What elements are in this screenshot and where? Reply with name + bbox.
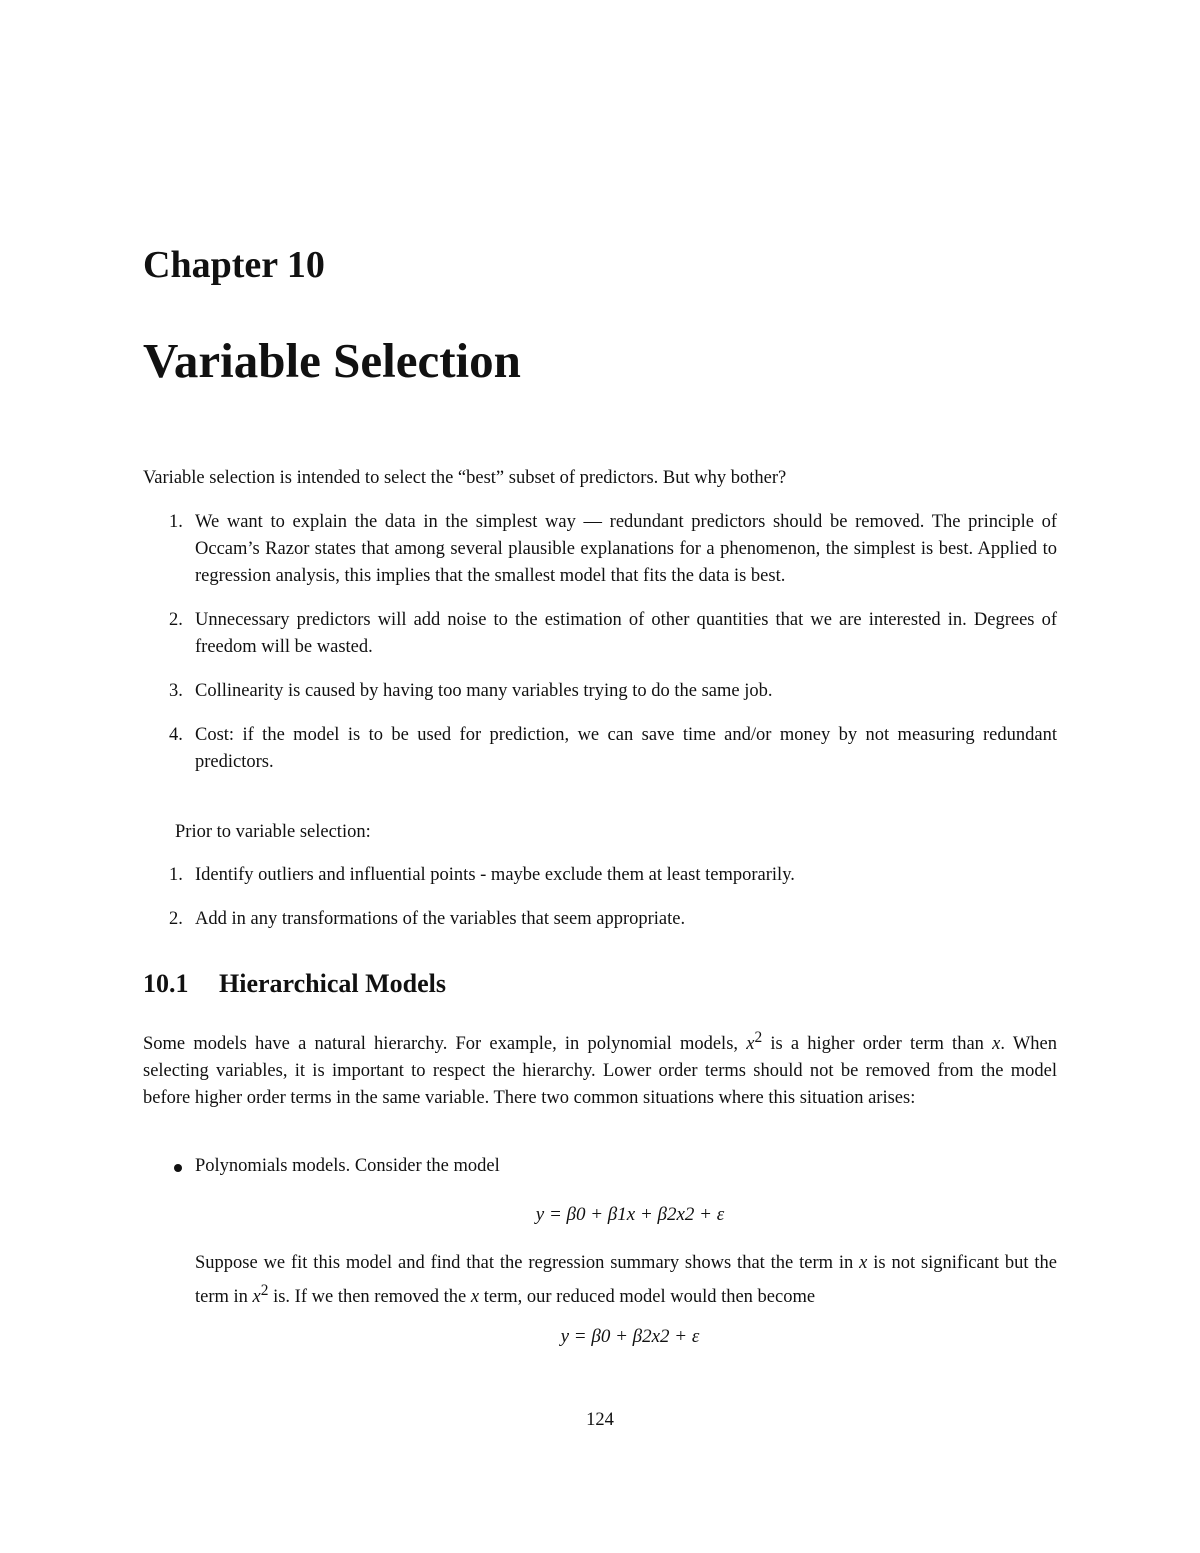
math-superscript: 2	[260, 1282, 269, 1299]
prior-steps-list	[143, 862, 1057, 950]
equation-text: y = β0 + β2x2 + ε	[560, 1326, 700, 1347]
math-variable: x	[992, 1034, 1001, 1055]
paragraph-text: Suppose we fit this model and find that the regression summary shows that the term in	[195, 1253, 860, 1273]
list-item-text: Identify outliers and influential points - maybe exclude them at least temporarily.	[195, 865, 795, 885]
paragraph-text: . When selecting variables, it is important to respect the hierarchy. Lower order terms should not be removed from the model before higher order terms in the same variable. There two common situations where this situation arises:	[143, 1034, 1057, 1109]
equation-reduced-model	[0, 1326, 1200, 1348]
equation-text: y = β0 + β1x + β2x2 + ε	[535, 1204, 725, 1225]
prior-heading: Prior to variable selection:	[175, 822, 371, 842]
bullet-item	[143, 1153, 1057, 1180]
list-item-text: Unnecessary predictors will add noise to the estimation of other quantities that we are interested in. Degrees of freedom will be wasted.	[195, 610, 1057, 657]
paragraph-text: is not significant but the term in	[195, 1253, 1058, 1308]
list-item-text: Add in any transformations of the variables that seem appropriate.	[195, 909, 686, 929]
list-number: 2.	[169, 610, 183, 630]
math-variable: x	[252, 1287, 261, 1308]
math-superscript: 2	[754, 1029, 763, 1046]
reasons-list	[143, 509, 1057, 793]
list-item	[143, 607, 1057, 661]
paragraph-text: is a higher order term than	[762, 1034, 993, 1055]
list-number: 2.	[169, 909, 183, 929]
list-number: 1.	[169, 865, 183, 885]
bullet-text: Polynomials models. Consider the model	[195, 1156, 500, 1176]
list-item	[143, 722, 1057, 776]
chapter-title: Variable Selection	[143, 333, 521, 388]
math-variable: x	[859, 1253, 868, 1273]
list-item	[143, 509, 1057, 590]
list-item	[143, 678, 1057, 705]
math-variable: x	[746, 1034, 755, 1055]
list-item	[143, 862, 1057, 889]
list-item-text: Collinearity is caused by having too many variables trying to do the same job.	[195, 681, 773, 701]
list-item-text: We want to explain the data in the simplest way — redundant predictors should be removed. The principle of Occam’s Razor states that among several plausible explanations for a phenomenon, the simplest is best. Applied to regression analysis, this implies that the smallest model that fits the data is best.	[195, 512, 1057, 586]
section-title: Hierarchical Models	[219, 969, 446, 998]
equation-full-model	[0, 1204, 1200, 1226]
intro-paragraph: Variable selection is intended to select the “best” subset of predictors. But why bother?	[143, 468, 787, 488]
paragraph-text: is. If we then removed the	[268, 1287, 471, 1308]
chapter-label: Chapter 10	[143, 244, 325, 286]
bullet-icon	[174, 1164, 182, 1172]
page-number: 124	[586, 1410, 614, 1430]
list-item-text: Cost: if the model is to be used for prediction, we can save time and/or money by not measuring redundant predictors.	[195, 725, 1057, 772]
section-paragraph	[143, 1024, 1057, 1112]
list-number: 3.	[169, 681, 183, 701]
suppose-paragraph	[195, 1250, 1057, 1311]
list-number: 4.	[169, 725, 183, 745]
section-number: 10.1	[143, 969, 189, 998]
list-item	[143, 906, 1057, 933]
list-number: 1.	[169, 512, 183, 532]
section-heading	[143, 971, 446, 997]
math-variable: x	[470, 1287, 480, 1308]
paragraph-text: term, our reduced model would then become	[479, 1287, 816, 1308]
paragraph-text: Some models have a natural hierarchy. For example, in polynomial models,	[143, 1034, 747, 1055]
